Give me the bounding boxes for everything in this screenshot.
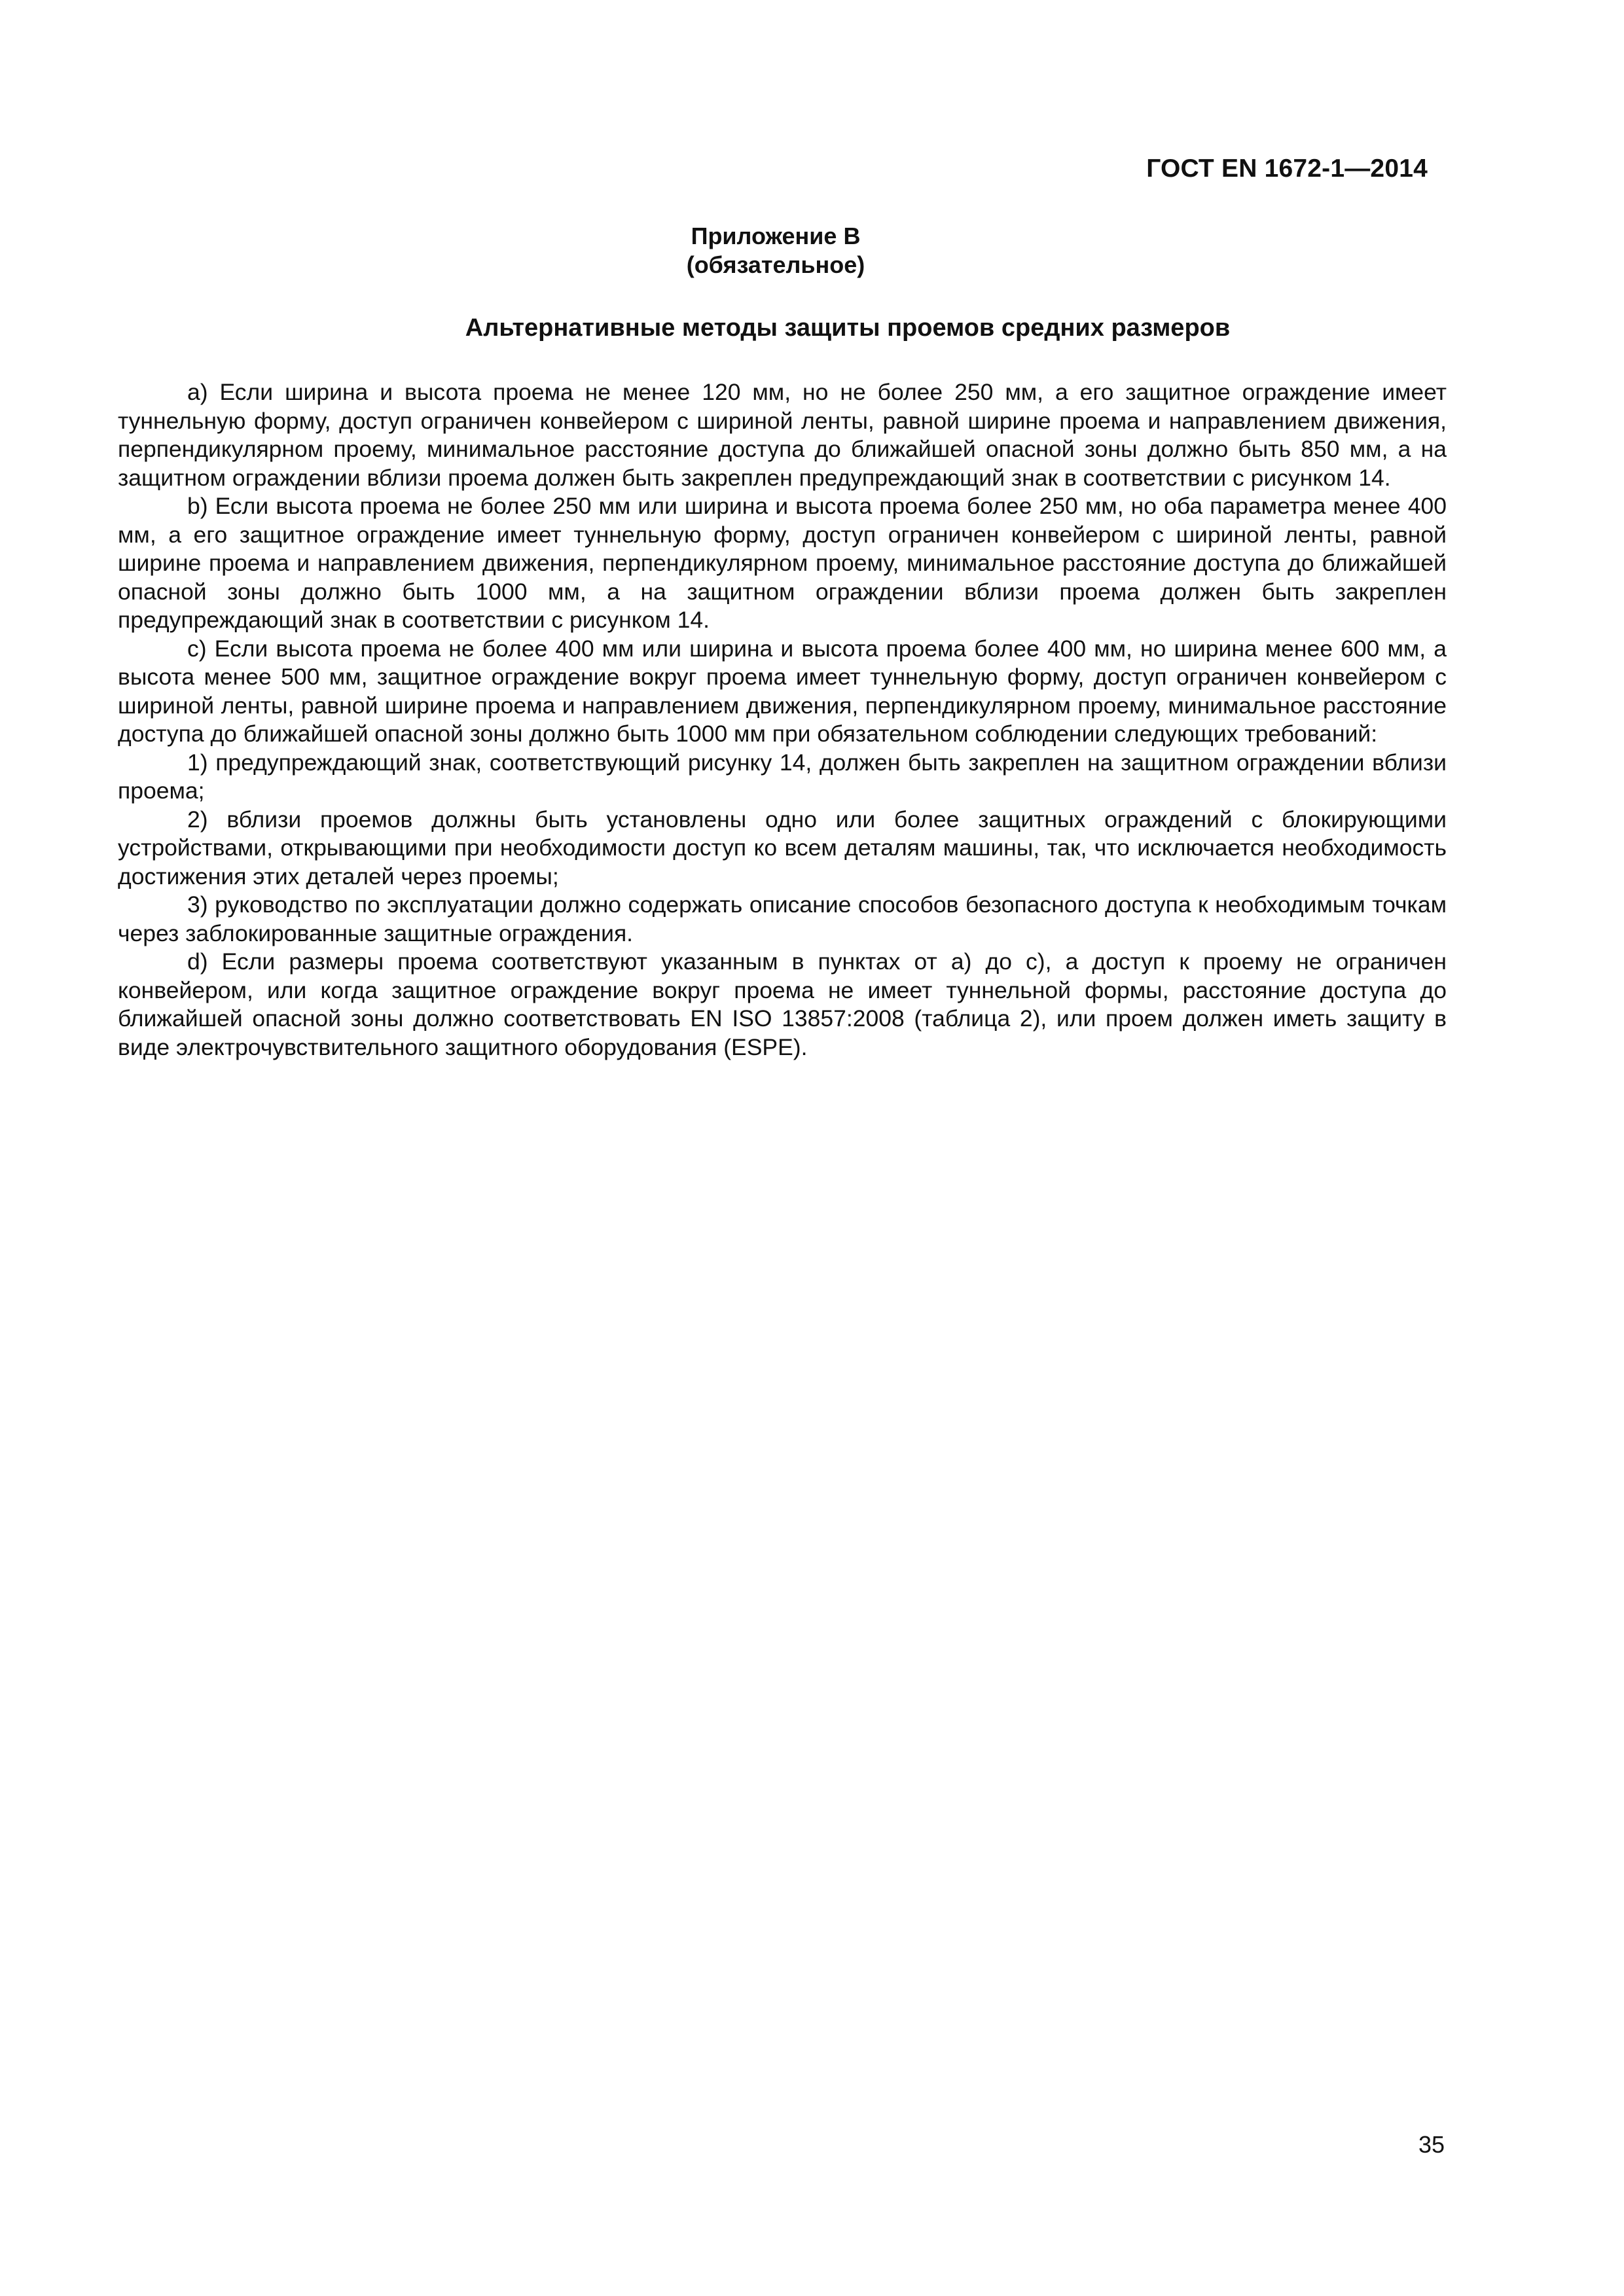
paragraph-a: a) Если ширина и высота проема не менее 120 мм, но не более 250 мм, а его защитное ограждение имеет туннельную форму, доступ ограничен конвейером с шириной ленты, равной ширине проема и направлением движения, перпендикулярном проему, минимальное расстояние доступа до ближайшей опасной зоны должно быть 850 мм, а на защитном ограждении вблизи проема должен быть закреплен предупреждающий знак в соответствии с рисунком 14. xyxy=(118,379,1447,491)
requirement-3: 3) руководство по эксплуатации должно содержать описание способов безопасного доступа к необходимым точкам через заблокированные защитные ограждения. xyxy=(118,891,1447,946)
section-title: Альтернативные методы защиты проемов средних размеров xyxy=(465,314,1231,342)
appendix-title: Приложение B xyxy=(691,223,861,249)
body-text xyxy=(118,378,1447,1062)
paragraph-b: b) Если высота проема не более 250 мм или ширина и высота проема более 250 мм, но оба параметра менее 400 мм, а его защитное ограждение имеет туннельную форму, доступ ограничен конвейером с шириной ленты, равной ширине проема и направлением движения, перпендикулярном проему, минимальное расстояние доступа до ближайшей опасной зоны должно быть 1000 мм, а на защитном ограждении вблизи проема должен быть закреплен предупреждающий знак в соответствии с рисунком 14. xyxy=(118,493,1447,633)
appendix-kind: (обязательное) xyxy=(686,251,865,278)
paragraph-d: d) Если размеры проема соответствуют указанным в пунктах от a) до c), а доступ к проему не ограничен конвейером, или когда защитное ограждение вокруг проема не имеет туннельной формы, расстояние доступа до ближайшей опасной зоны должно соответствовать EN ISO 13857:2008 (таблица 2), или проем должен иметь защиту в виде электрочувствительного защитного оборудования (ESPE). xyxy=(118,948,1447,1060)
paragraph-c: c) Если высота проема не более 400 мм или ширина и высота проема более 400 мм, но ширина менее 600 мм, а высота менее 500 мм, защитное ограждение вокруг проема имеет туннельную форму, доступ ограничен конвейером с шириной ленты, равной ширине проема и направлением движения, перпендикулярном проему, минимальное расстояние доступа до ближайшей опасной зоны должно быть 1000 мм при обязательном соблюдении следующих требований: xyxy=(118,635,1447,747)
page-number: 35 xyxy=(1418,2131,1445,2158)
standard-code-header: ГОСТ EN 1672-1—2014 xyxy=(1146,154,1428,183)
requirement-1: 1) предупреждающий знак, соответствующий рисунку 14, должен быть закреплен на защитном ограждении вблизи проема; xyxy=(118,749,1447,804)
requirement-2: 2) вблизи проемов должны быть установлены одно или более защитных ограждений с блокирующими устройствами, открывающими при необходимости доступ ко всем деталям машины, так, что исключается необходимость достижения этих деталей через проемы; xyxy=(118,806,1447,889)
